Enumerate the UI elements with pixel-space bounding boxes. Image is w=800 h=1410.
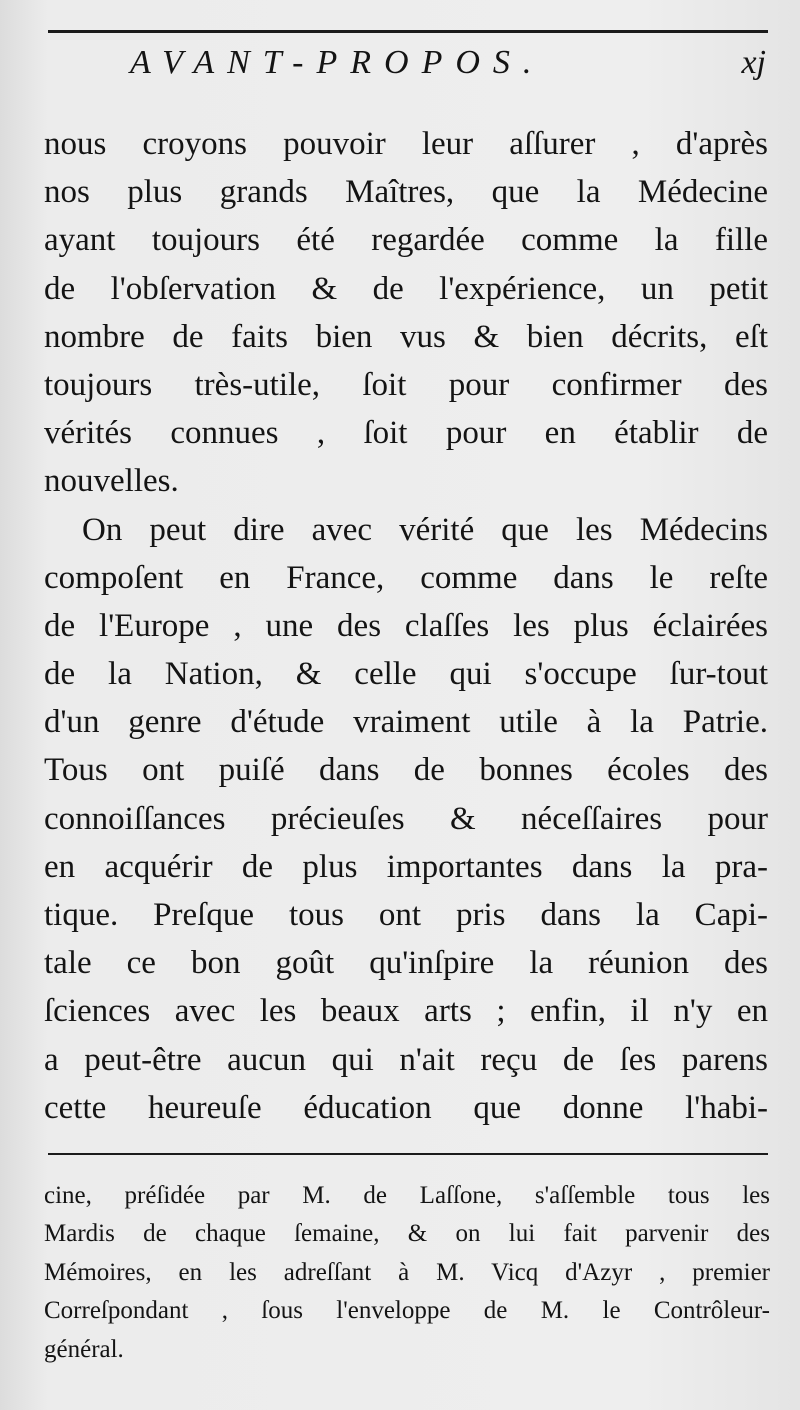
footnote	[44, 1177, 770, 1369]
text-line: nouvelles.	[44, 463, 179, 500]
text-line: ſciences avec les beaux arts ; enfin, il n'y en	[44, 993, 768, 1030]
text-line: nombre de faits bien vus & bien décrits, eſt	[44, 318, 768, 355]
text-line: tale ce bon goût qu'inſpire la réunion des	[44, 945, 768, 982]
footnote-line: cine, préſidée par M. de Laſſone, s'aſſemble tous les	[44, 1182, 770, 1209]
footnote-rule	[48, 1153, 768, 1155]
text-line: connoiſſances précieuſes & néceſſaires pour	[44, 800, 768, 837]
main-text	[44, 120, 768, 1132]
text-line: a peut-être aucun qui n'ait reçu de ſes parens	[44, 1041, 768, 1078]
text-line: de l'obſervation & de l'expérience, un petit	[44, 270, 768, 307]
text-line: nos plus grands Maîtres, que la Médecine	[44, 174, 768, 211]
text-line: tique. Preſque tous ont pris dans la Capi-	[44, 897, 768, 933]
text-line: compoſent en France, comme dans le reſte	[44, 559, 768, 596]
page-number: xj	[741, 44, 766, 81]
header-rule	[48, 30, 768, 33]
text-line: On peut dire avec vérité que les Médecins	[82, 511, 768, 548]
text-line: Tous ont puiſé dans de bonnes écoles des	[44, 752, 768, 789]
text-line: de la Nation, & celle qui s'occupe ſur-tout	[44, 656, 768, 693]
running-head-title: AVANT-PROPOS.	[130, 44, 545, 81]
text-line: d'un genre d'étude vraiment utile à la Patrie.	[44, 704, 768, 741]
text-line: vérités connues , ſoit pour en établir de	[44, 415, 768, 452]
text-line: cette heureuſe éducation que donne l'habi-	[44, 1089, 768, 1126]
text-line: nous croyons pouvoir leur aſſurer , d'après	[44, 126, 768, 162]
footnote-line: Mémoires, en les adreſſant à M. Vicq d'Azyr , premier	[44, 1258, 770, 1286]
text-line: en acquérir de plus importantes dans la pra-	[44, 848, 768, 885]
text-line: de l'Europe , une des claſſes les plus éclairées	[44, 607, 768, 644]
footnote-line: Correſpondant , ſous l'enveloppe de M. le Contrôleur-	[44, 1297, 770, 1325]
footnote-line: Mardis de chaque ſemaine, & on lui fait parvenir des	[44, 1220, 770, 1248]
footnote-line: général.	[44, 1335, 124, 1363]
text-line: ayant toujours été regardée comme la fille	[44, 222, 768, 259]
text-line: toujours très-utile, ſoit pour confirmer des	[44, 366, 768, 403]
running-head	[130, 44, 770, 88]
